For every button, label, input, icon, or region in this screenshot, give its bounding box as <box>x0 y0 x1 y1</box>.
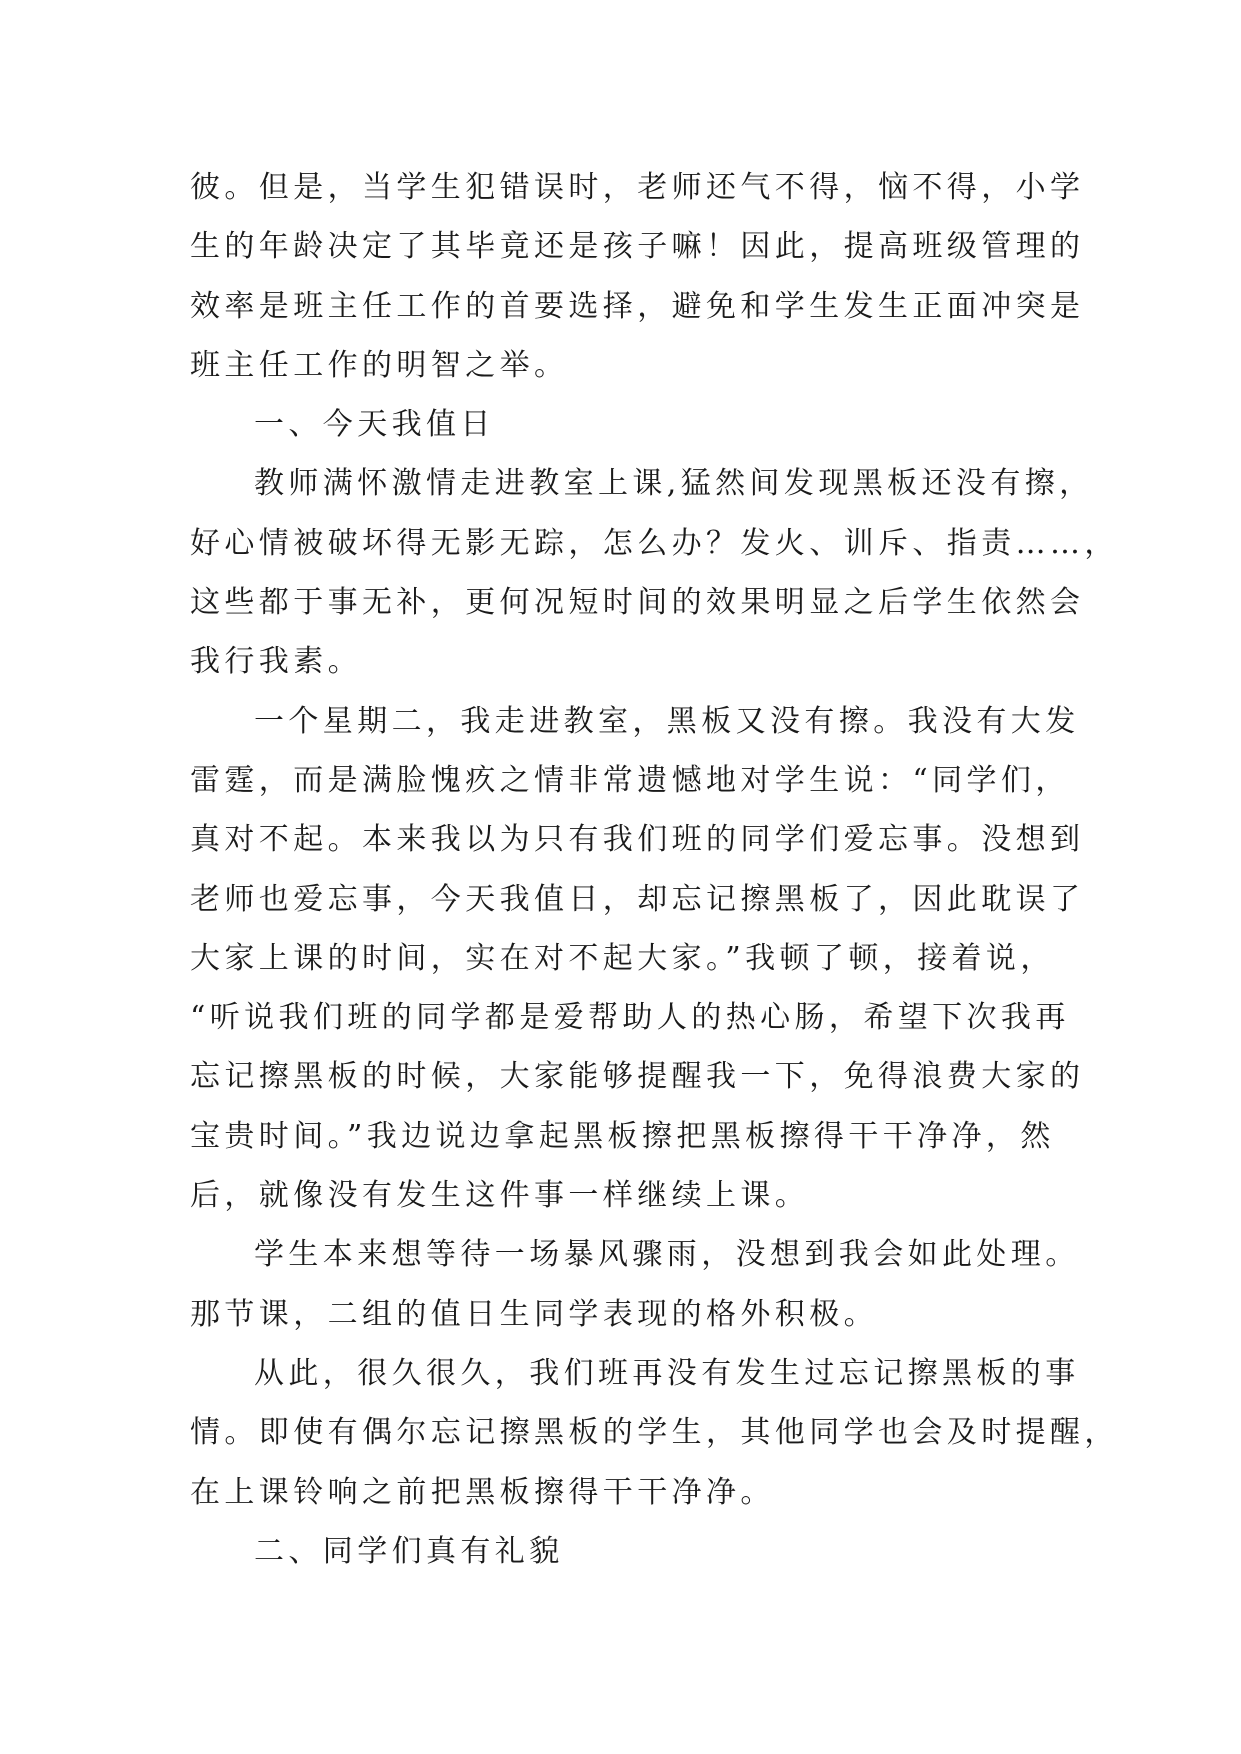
text-line: 老师也爱忘事，今天我值日，却忘记擦黑板了，因此耽误了 <box>190 881 1085 917</box>
text-line: 二、同学们真有礼貌 <box>254 1533 564 1569</box>
text-line: 生的年龄决定了其毕竟还是孩子嘛！因此，提高班级管理的 <box>190 229 1085 265</box>
text-line: 我行我素。 <box>190 644 362 680</box>
text-line: 教师满怀激情走进教室上课,猛然间发现黑板还没有擦， <box>254 466 1094 502</box>
text-line: 一个星期二，我走进教室，黑板又没有擦。我没有大发 <box>254 703 1080 739</box>
text-line: 忘记擦黑板的时候，大家能够提醒我一下，免得浪费大家的 <box>190 1059 1085 1095</box>
text-line: 一、今天我值日 <box>254 407 495 443</box>
text-line: 情。即使有偶尔忘记擦黑板的学生，其他同学也会及时提醒， <box>190 1415 1119 1451</box>
text-line: 这些都于事无补，更何况短时间的效果明显之后学生依然会 <box>190 585 1085 621</box>
text-line: 宝贵时间。”我边说边拿起黑板擦把黑板擦得干干净净，然 <box>190 1118 1055 1154</box>
text-line: “听说我们班的同学都是爱帮助人的热心肠，希望下次我再 <box>190 1000 1070 1036</box>
text-line: 好心情被破坏得无影无踪，怎么办？发火、训斥、指责……， <box>190 525 1119 561</box>
text-line: 效率是班主任工作的首要选择，避免和学生发生正面冲突是 <box>190 288 1085 324</box>
text-line: 学生本来想等待一场暴风骤雨，没想到我会如此处理。 <box>254 1237 1080 1273</box>
text-line: 真对不起。本来我以为只有我们班的同学们爱忘事。没想到 <box>190 822 1085 858</box>
text-line: 在上课铃响之前把黑板擦得干干净净。 <box>190 1474 775 1510</box>
text-line: 雷霆，而是满脸愧疚之情非常遗憾地对学生说：“同学们， <box>190 762 1070 798</box>
text-line: 那节课，二组的值日生同学表现的格外积极。 <box>190 1296 878 1332</box>
text-line: 大家上课的时间，实在对不起大家。”我顿了顿，接着说， <box>190 940 1055 976</box>
text-line: 彼。但是，当学生犯错误时，老师还气不得，恼不得，小学 <box>190 170 1085 205</box>
text-line: 班主任工作的明智之举。 <box>190 347 569 383</box>
text-line: 从此，很久很久，我们班再没有发生过忘记擦黑板的事 <box>254 1355 1080 1391</box>
document-body <box>190 158 1119 1581</box>
text-line: 后，就像没有发生这件事一样继续上课。 <box>190 1178 810 1214</box>
